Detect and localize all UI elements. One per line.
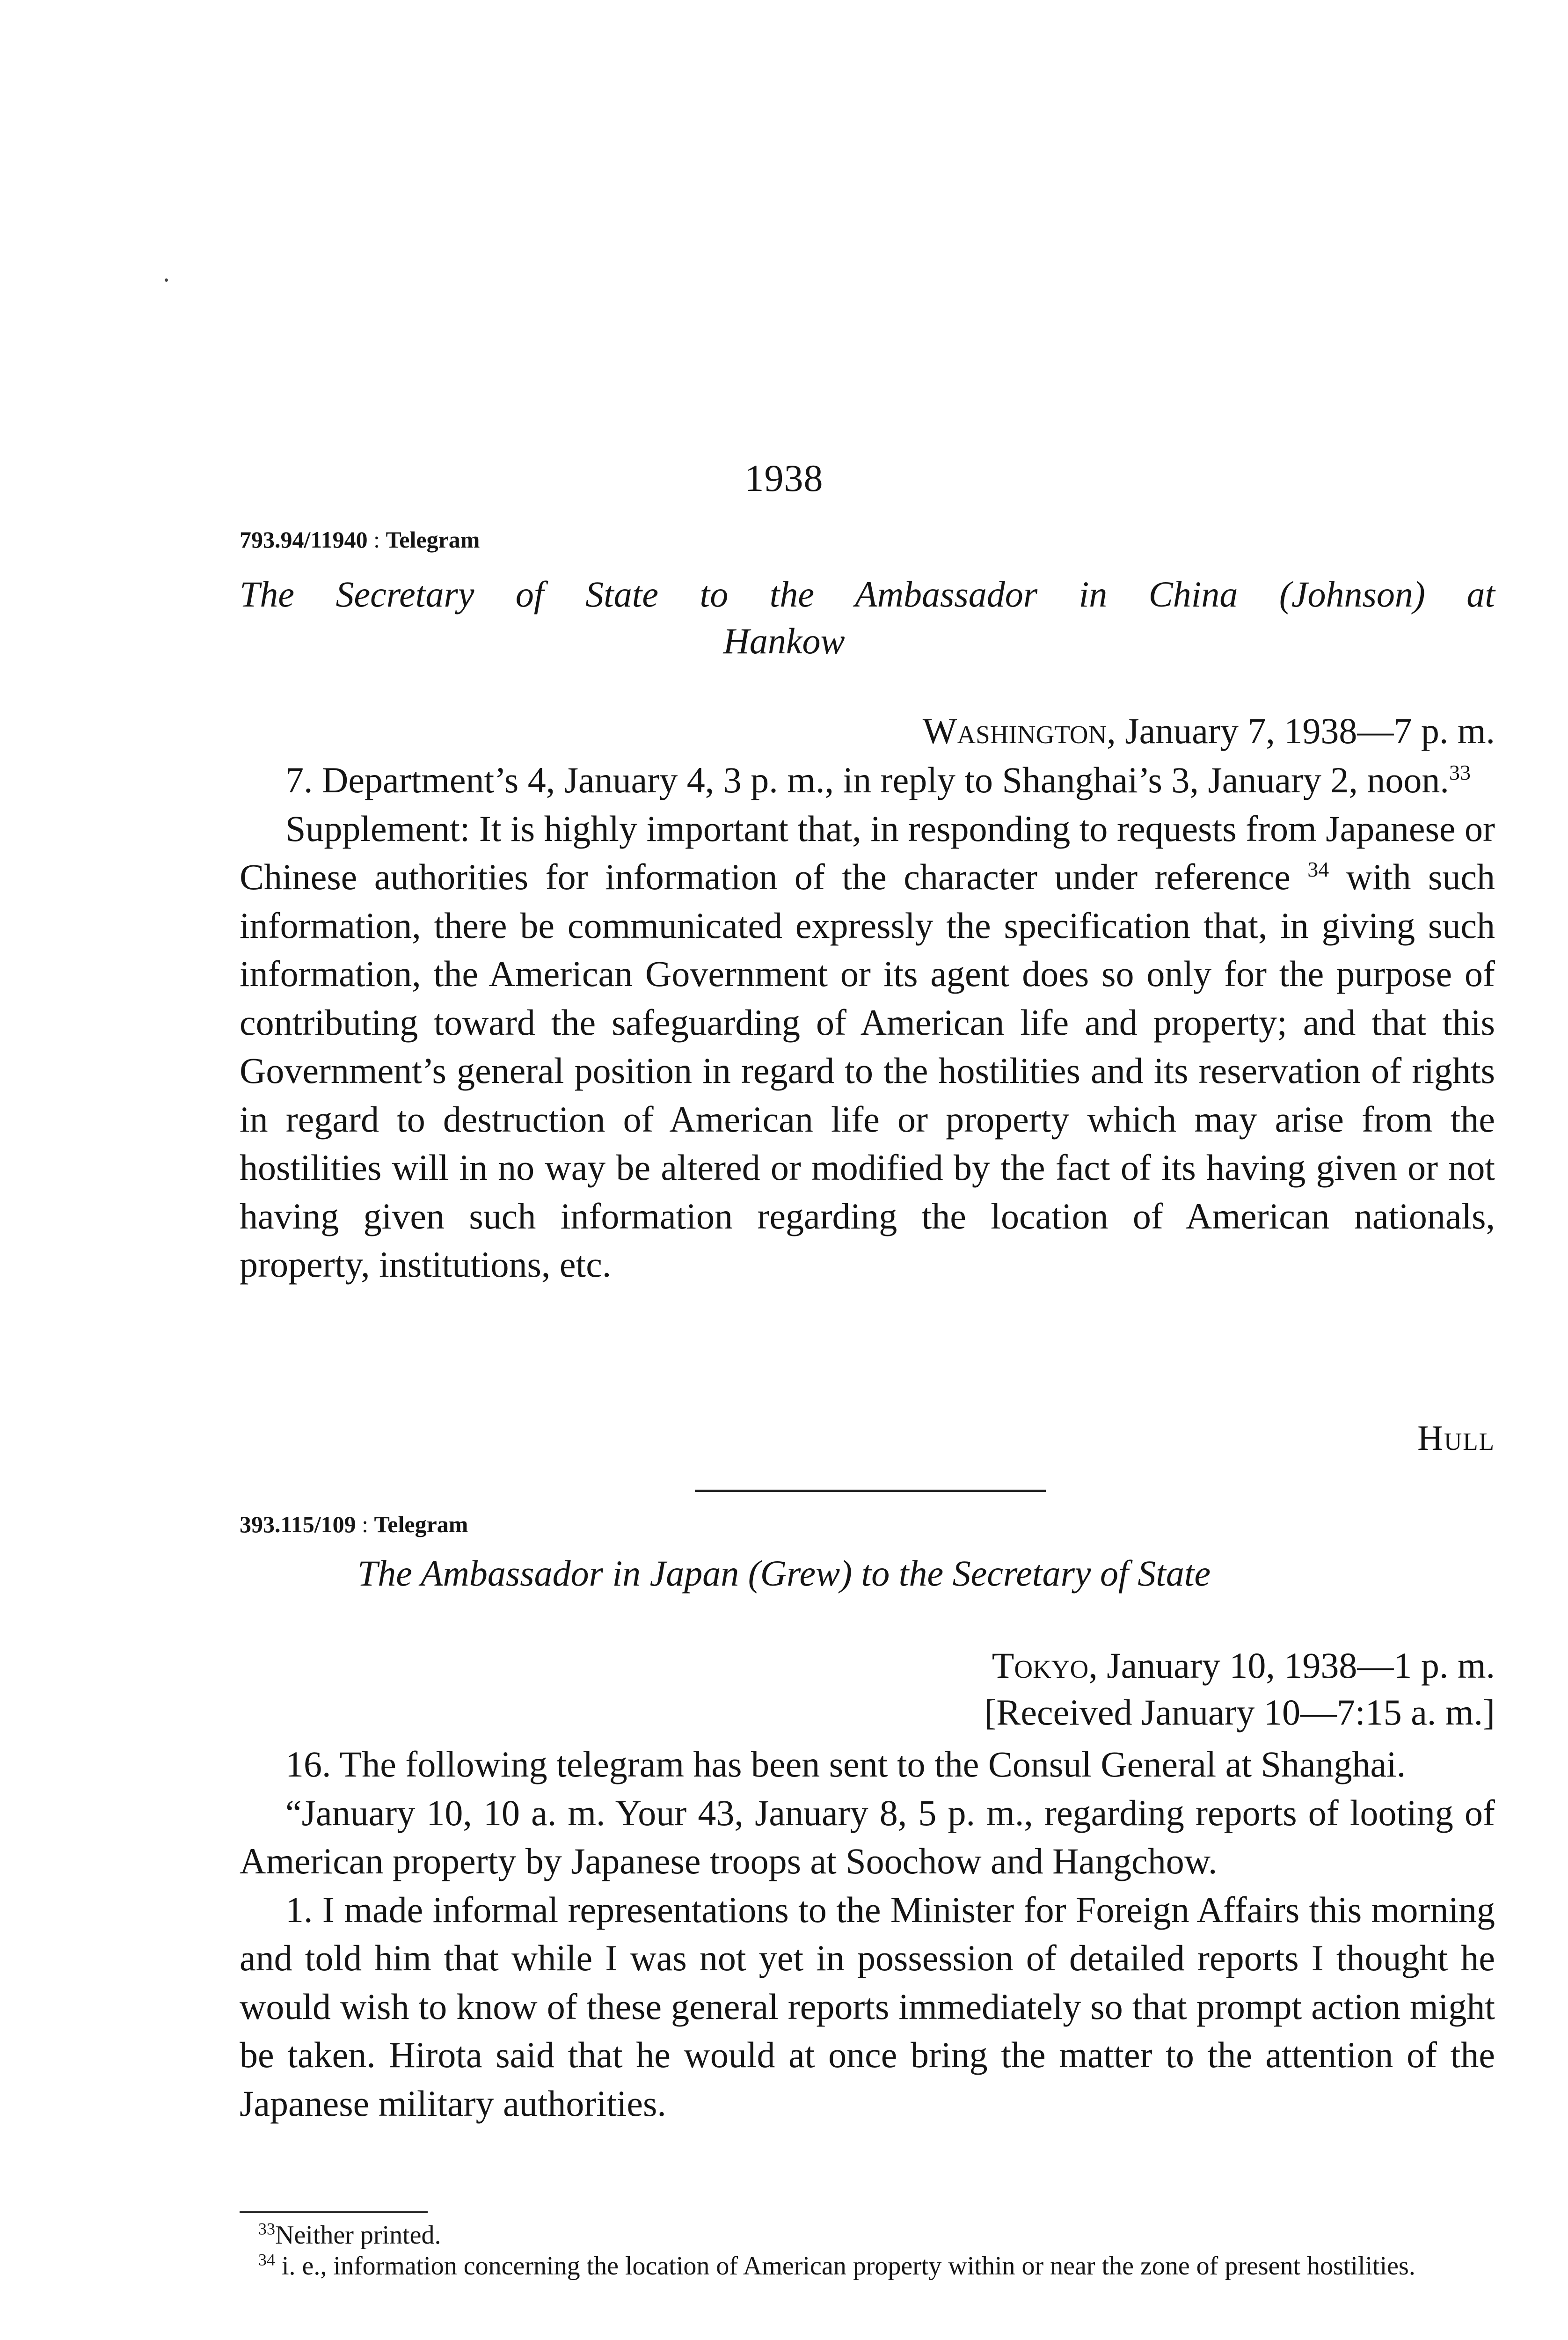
doc1-file-reference: 793.94/11940 : Telegram (240, 526, 480, 553)
doc2-file-kind: Telegram (374, 1511, 468, 1537)
doc2-dateline-date: , January 10, 1938—1 p. m. (1088, 1645, 1495, 1686)
doc1-dateline-place: Washington (922, 710, 1107, 751)
doc2-body (240, 1740, 1495, 2128)
doc2-heading: The Ambassador in Japan (Grew) to the Secretary of State (357, 1553, 1211, 1594)
footnote-divider (240, 2211, 428, 2213)
doc1-signature: Hull (1417, 1419, 1495, 1458)
doc2-received-line: [Received January 10—7:15 a. m.] (984, 1692, 1495, 1733)
section-divider (695, 1490, 1046, 1492)
doc1-body (240, 756, 1495, 1289)
doc1-heading-line2: Hankow (723, 621, 845, 661)
doc1-file-number: 793.94/11940 (240, 526, 368, 553)
footnote-ref-33: 33 (1449, 760, 1471, 784)
doc2-paragraph-1: 16. The following telegram has been sent to the Consul General at Shanghai. (285, 1744, 1406, 1784)
doc1-heading-line1: The Secretary of State to the Ambassador in China (Johnson) at (240, 574, 1495, 614)
footnote-34: $^{34}$ i. e., information concerning the location of American property within or near the zone of present hostilities. (258, 2250, 1415, 2281)
doc1-file-kind: Telegram (386, 526, 480, 553)
doc1-dateline-date: , January 7, 1938—7 p. m. (1107, 710, 1495, 751)
doc2-paragraph-3: 1. I made informal representations to the Minister for Foreign Affairs this morning and told him that while I was not yet in possession of detailed reports I thought he would wish to know of these general reports immediately so that prompt action might be taken. Hirota said that he would at once bring the matter to the attention of the Japanese military authorities. (240, 1889, 1495, 2124)
footnote-ref-34: 34 (1307, 857, 1329, 881)
doc2-paragraph-2: “January 10, 10 a. m. Your 43, January 8, 5 p. m., regarding reports of looting of American property by Japanese troops at Soochow and Hangchow. (240, 1792, 1495, 1881)
doc2-file-number: 393.115/109 (240, 1511, 356, 1537)
ink-speck (165, 278, 168, 282)
doc1-dateline (923, 708, 1495, 754)
footnote-33: $^{33}$Neither printed. (258, 2219, 441, 2250)
footnotes (240, 2220, 1495, 2282)
doc2-file-reference: 393.115/109 : Telegram (240, 1511, 468, 1537)
year-heading: 1938 (744, 457, 824, 499)
doc2-dateline (992, 1642, 1495, 1689)
doc1-paragraph-2: Supplement: It is highly important that, in responding to requests from Japanese or Chinese authorities for information of the character under reference $^{34}$ with such information, there be communicated expressly the specification that, in giving such information, the American Government or its agent does so only for the purpose of contributing toward the safeguarding of American life and property; and that this Government’s general position in regard to the hostilities and its reservation of rights in regard to destruction of American life or property which may arise from the hostilities will in no way be altered or modified by the fact of its having given or not having given such information regarding the location of American nationals, property, institutions, etc. (240, 808, 1495, 1285)
doc2-dateline-place: Tokyo (992, 1645, 1089, 1686)
doc1-paragraph-1: 7. Department’s 4, January 4, 3 p. m., in reply to Shanghai’s 3, January 2, noon.$^{33}$ (285, 760, 1471, 800)
